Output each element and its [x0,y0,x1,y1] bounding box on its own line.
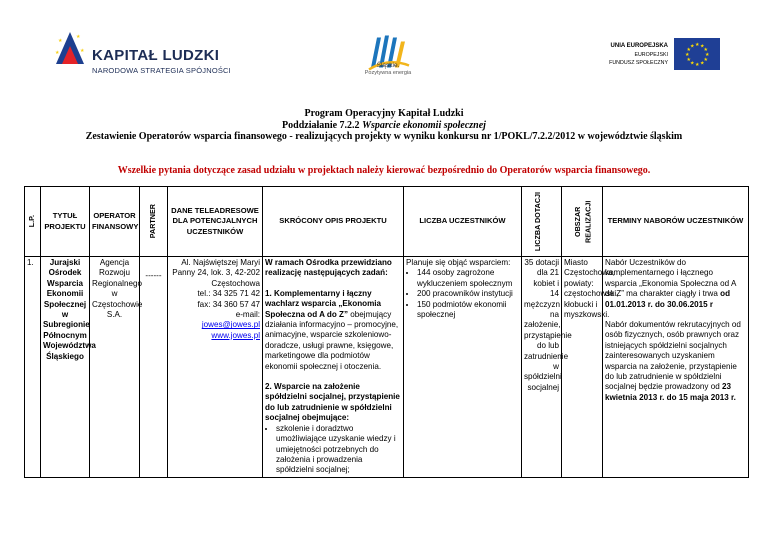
cell-grants: 35 dotacji dla 21 kobiet i 14 mężczyzn na założenie, przystąpienie do lub zatrudnienie w spółdzielni socjalnej [522,257,562,478]
heading-line1: Program Operacyjny Kapitał Ludzki [304,108,464,119]
cell-lp: 1. [25,257,41,478]
col-partner-label: PARTNER [148,204,158,239]
desc-task2-list [265,424,401,476]
notice-text: Wszelkie pytania dotyczące zasad udziału w projektach należy kierować bezpośrednio do Operatorów wsparcia finansowego. [117,165,651,176]
contact-tel: tel.: 34 325 71 42 [197,289,260,299]
heading-line2 [0,120,768,132]
desc-intro: W ramach Ośrodka przewidziano realizację następujących zadań: [265,258,392,278]
svg-text:★: ★ [703,57,708,63]
deadline-1 [605,258,746,310]
contact-address: Al. Najświętszej Maryi Panny 24, lok. 3, 42-202 Częstochowa [172,258,260,288]
svg-text:★: ★ [58,38,63,44]
table-header-row [25,187,749,257]
desc-task2-title: 2. Wsparcie na założenie spółdzielni socjalnej, przystąpienie do lub zatrudnienie w spółdzielni socjalnej obejmujące: [265,382,400,423]
col-area [562,187,603,257]
svg-text:★: ★ [695,42,700,48]
cell-area: Miasto Częstochowa, powiaty: częstochowski, kłobucki i myszkowski. [562,257,603,478]
list-item: • 200 pracowników instytucji [417,289,519,299]
heading-line2-prefix: Poddziałanie 7.2.2 [282,119,363,131]
heading-line3: Zestawienie Operatorów wsparcia finansowego - realizujących projekty w wyniku konkursu nr 1/POKL/7.2.2/2012 w województwie śląskim [85,131,683,142]
svg-text:★: ★ [55,50,60,56]
deadline-1-dates: od 01.01.2013 r. do 30.06.2015 r [605,289,731,309]
svg-text:★: ★ [686,57,691,63]
cell-participants [404,257,522,478]
col-title: TYTUŁ PROJEKTU [41,187,90,257]
svg-text:★: ★ [686,47,691,53]
contact-www-link[interactable]: www.jowes.pl [211,330,260,340]
slaskie-slogan: Pozytywna energia [364,70,412,76]
operators-table [24,186,749,478]
col-area-label: OBSZAR REALIZACJI [573,200,593,243]
header-logos [0,0,768,95]
desc-task2-bullet: • szkolenie i doradztwo umożliwiające uzyskanie wiedzy i umiejętności potrzebnych do założenia i prowadzenia spółdzielni socjalnej; [276,424,401,476]
svg-text:★: ★ [80,48,85,54]
kapital-ludzki-title: KAPITAŁ LUDZKI [92,47,220,64]
cell-contact [168,257,263,478]
col-participants: LICZBA UCZESTNIKÓW [404,187,522,257]
svg-text:★: ★ [700,60,705,67]
list-item: • 144 osoby zagrożone wykluczeniem społecznym [417,268,519,289]
list-item: • 150 podmiotów ekonomii społecznej [417,300,519,321]
ue-line1: UNIA EUROPEJSKA [610,43,668,49]
deadline-1-text: Nabór Uczestników do komplementarnego i łącznego wsparcia „Ekonomia Społeczna od A do Z” ma charakter ciągły i trwa [605,258,736,299]
eu-flag-icon [674,38,720,70]
contact-email-link[interactable]: jowes@jowes.pl [201,320,260,330]
cell-description [263,257,404,478]
svg-text:★: ★ [685,52,690,58]
col-description: SKRÓCONY OPIS PROJEKTU [263,187,404,257]
heading-line2-italic: Wsparcie ekonomii społecznej [362,119,486,131]
col-deadlines: TERMINY NABORÓW UCZESTNIKÓW [603,187,749,257]
document-heading [0,108,768,143]
participants-intro: Planuje się objąć wsparciem: [406,258,511,267]
cell-deadlines [603,257,749,478]
ue-line3: FUNDUSZ SPOŁECZNY [609,60,668,66]
cell-partner: ------ [140,257,168,478]
desc-task1-body: obejmujący działania informacyjno – promocyjne, animacyjne, wsparcie szkoleniowo-doradcze, usługi prawne, księgowe, marketingowe dla podmiotów ekonomii społecznej i otoczenia. [265,309,399,371]
cell-title: Jurajski Ośrodek Wsparcia Ekonomii Społecznej w Subregionie Północnym Województwa Śląskiego [41,257,90,478]
contact-email-label: e-mail: [235,310,260,320]
col-lp [25,187,41,257]
participants-list [406,268,519,320]
svg-text:★: ★ [695,62,700,68]
col-partner [140,187,168,257]
col-operator: OPERATOR FINANSOWY [90,187,140,257]
col-contact: DANE TELEADRESOWE DLA POTENCJALNYCH UCZESTNIKÓW [168,187,263,257]
svg-text:★: ★ [76,34,81,40]
col-grants-label: LICZBA DOTACJI [532,191,542,252]
col-lp-label: L.P. [27,215,37,228]
svg-text:★: ★ [705,52,710,58]
desc-task1 [265,289,401,372]
contact-fax: fax: 34 360 57 47 [197,299,260,309]
svg-text:★: ★ [700,43,705,50]
desc-task1-title: 1. Komplementarny i łączny wachlarz wsparcia „Ekonomia Społeczna od A do Z” [265,288,382,319]
col-grants [522,187,562,257]
slaskie-name: Śląskie. [376,62,400,69]
cell-operator: Agencja Rozwoju Regionalnego w Częstochowie S.A. [90,257,140,478]
kapital-ludzki-subtitle: NARODOWA STRATEGIA SPÓJNOŚCI [92,66,231,75]
deadline-2 [605,320,746,403]
deadline-2-dates: 23 kwietnia 2013 r. do 15 maja 2013 r. [605,382,736,402]
ue-line2: EUROPEJSKI [634,52,668,58]
table-row [25,257,749,478]
svg-text:★: ★ [690,43,695,50]
svg-text:★: ★ [703,47,708,53]
deadline-2-text: Nabór dokumentów rekrutacyjnych od osób fizycznych, osób prawnych oraz istniejących spółdzielni socjalnych zainteresowanych uzyskaniem wsparcia na założenie, przystąpienie do lub zatrudnienie w spółdzielni socjalnej będzie prowadzony od [605,320,741,392]
svg-text:★: ★ [690,60,695,67]
